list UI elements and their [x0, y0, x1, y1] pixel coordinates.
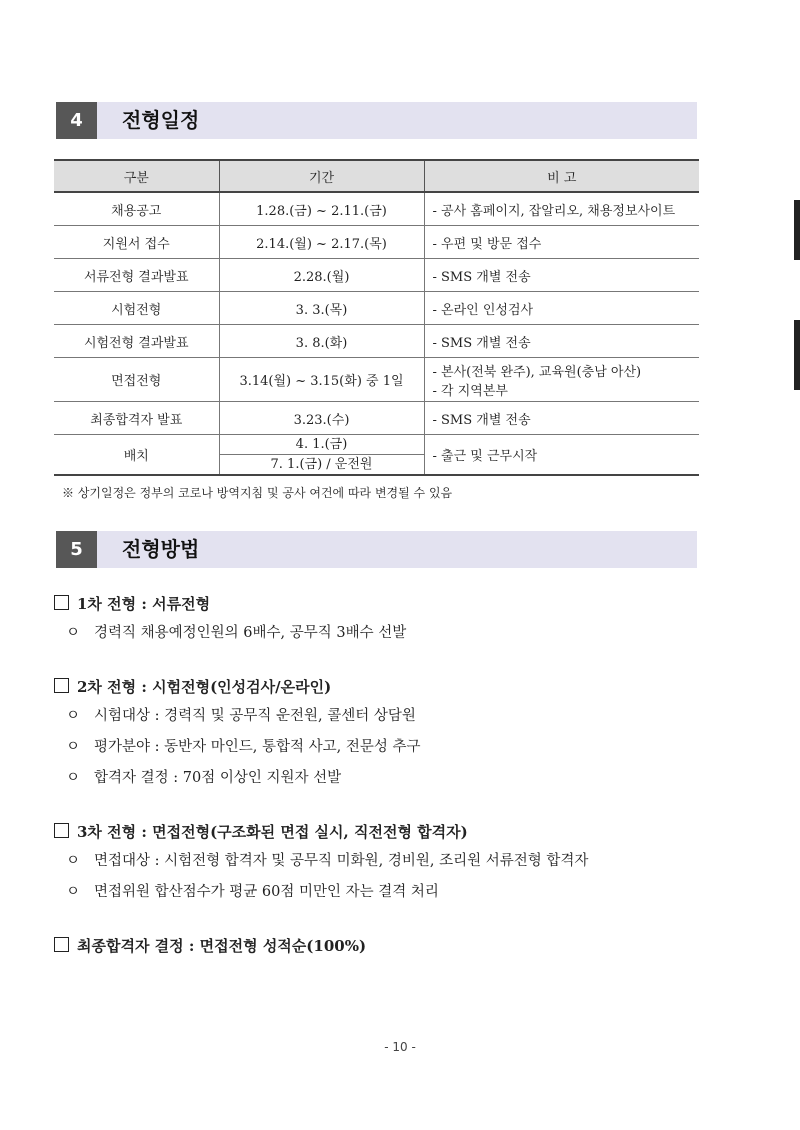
- period-cell: 2.14.(월) ~ 2.17.(목): [219, 226, 424, 259]
- period-cell: [219, 435, 424, 476]
- category-cell: 시험전형: [54, 292, 219, 325]
- table-row: [54, 259, 699, 292]
- table-header-row: [54, 160, 699, 192]
- table-row: [54, 402, 699, 435]
- note-cell: - SMS 개별 전송: [424, 402, 699, 435]
- final-step: [54, 932, 744, 960]
- scan-edge-mark: [794, 200, 800, 260]
- note-cell: - 우편 및 방문 접수: [424, 226, 699, 259]
- category-cell: 면접전형: [54, 358, 219, 402]
- period-cell: 3. 3.(목): [219, 292, 424, 325]
- note-cell: - 출근 및 근무시작: [424, 435, 699, 476]
- period-line: 7. 1.(금) / 운전원: [270, 457, 373, 472]
- step-heading: 1차 전형 : 서류전형: [54, 590, 744, 618]
- circle-bullet-icon: ㅇ: [66, 708, 81, 724]
- checkbox-square-icon: [54, 678, 69, 693]
- step-heading: 최종합격자 결정 : 면접전형 성적순(100%): [54, 932, 744, 960]
- table-row: [54, 435, 699, 476]
- period-line: 4. 1.(금): [220, 435, 424, 455]
- table-row: [54, 358, 699, 402]
- bullet-item: ㅇ 평가분야 : 동반자 마인드, 통합적 사고, 전문성 추구: [54, 732, 744, 763]
- bullet-item: ㅇ 합격자 결정 : 70점 이상인 지원자 선발: [54, 763, 744, 794]
- selection-methods: [54, 590, 744, 984]
- category-cell: 서류전형 결과발표: [54, 259, 219, 292]
- section-title: 전형일정: [122, 108, 200, 132]
- column-header: 구분: [54, 160, 219, 192]
- column-header: 기간: [219, 160, 424, 192]
- period-cell: 1.28.(금) ~ 2.11.(금): [219, 192, 424, 226]
- scan-edge-mark: [794, 320, 800, 390]
- table-row: [54, 226, 699, 259]
- checkbox-square-icon: [54, 595, 69, 610]
- bullet-item: ㅇ 시험대상 : 경력직 및 공무직 운전원, 콜센터 상담원: [54, 701, 744, 732]
- note-line: - 각 지역본부: [432, 383, 508, 399]
- checkbox-square-icon: [54, 937, 69, 952]
- category-cell: 지원서 접수: [54, 226, 219, 259]
- note-cell: - 온라인 인성검사: [424, 292, 699, 325]
- step-heading: 3차 전형 : 면접전형(구조화된 면접 실시, 직전전형 합격자): [54, 818, 744, 846]
- bullet-item: ㅇ 면접위원 합산점수가 평균 60점 미만인 자는 결격 처리: [54, 877, 744, 908]
- page-number: - 10 -: [384, 1040, 416, 1054]
- category-cell: 채용공고: [54, 192, 219, 226]
- step-heading: 2차 전형 : 시험전형(인성검사/온라인): [54, 673, 744, 701]
- bullet-item: ㅇ 면접대상 : 시험전형 합격자 및 공무직 미화원, 경비원, 조리원 서류전형 합격자: [54, 846, 744, 877]
- circle-bullet-icon: ㅇ: [66, 853, 81, 869]
- bullet-item: ㅇ 경력직 채용예정인원의 6배수, 공무직 3배수 선발: [54, 618, 744, 649]
- period-cell: 3.14(월) ~ 3.15(화) 중 1일: [219, 358, 424, 402]
- table-row: [54, 325, 699, 358]
- category-cell: 배치: [54, 435, 219, 476]
- section-number: 4: [56, 102, 97, 139]
- circle-bullet-icon: ㅇ: [66, 770, 81, 786]
- circle-bullet-icon: ㅇ: [66, 739, 81, 755]
- period-cell: 3. 8.(화): [219, 325, 424, 358]
- section-title: 전형방법: [122, 537, 200, 561]
- note-cell: [424, 358, 699, 402]
- circle-bullet-icon: ㅇ: [66, 625, 81, 641]
- section-number: 5: [56, 531, 97, 568]
- checkbox-square-icon: [54, 823, 69, 838]
- note-cell: - SMS 개별 전송: [424, 325, 699, 358]
- note-line: - 본사(전북 완주), 교육원(충남 아산): [432, 364, 642, 380]
- schedule-table: [54, 159, 699, 476]
- step-1: [54, 590, 744, 649]
- period-cell: 3.23.(수): [219, 402, 424, 435]
- step-3: [54, 818, 744, 908]
- step-2: [54, 673, 744, 794]
- note-cell: - SMS 개별 전송: [424, 259, 699, 292]
- table-row: [54, 192, 699, 226]
- schedule-footnote: ※ 상기일정은 정부의 코로나 방역지침 및 공사 여건에 따라 변경될 수 있음: [62, 486, 453, 500]
- table-row: [54, 292, 699, 325]
- circle-bullet-icon: ㅇ: [66, 884, 81, 900]
- category-cell: 시험전형 결과발표: [54, 325, 219, 358]
- period-cell: 2.28.(월): [219, 259, 424, 292]
- section-5-header: [56, 531, 697, 568]
- note-cell: - 공사 홈페이지, 잡알리오, 채용정보사이트: [424, 192, 699, 226]
- section-4-header: [56, 102, 697, 139]
- category-cell: 최종합격자 발표: [54, 402, 219, 435]
- column-header: 비 고: [424, 160, 699, 192]
